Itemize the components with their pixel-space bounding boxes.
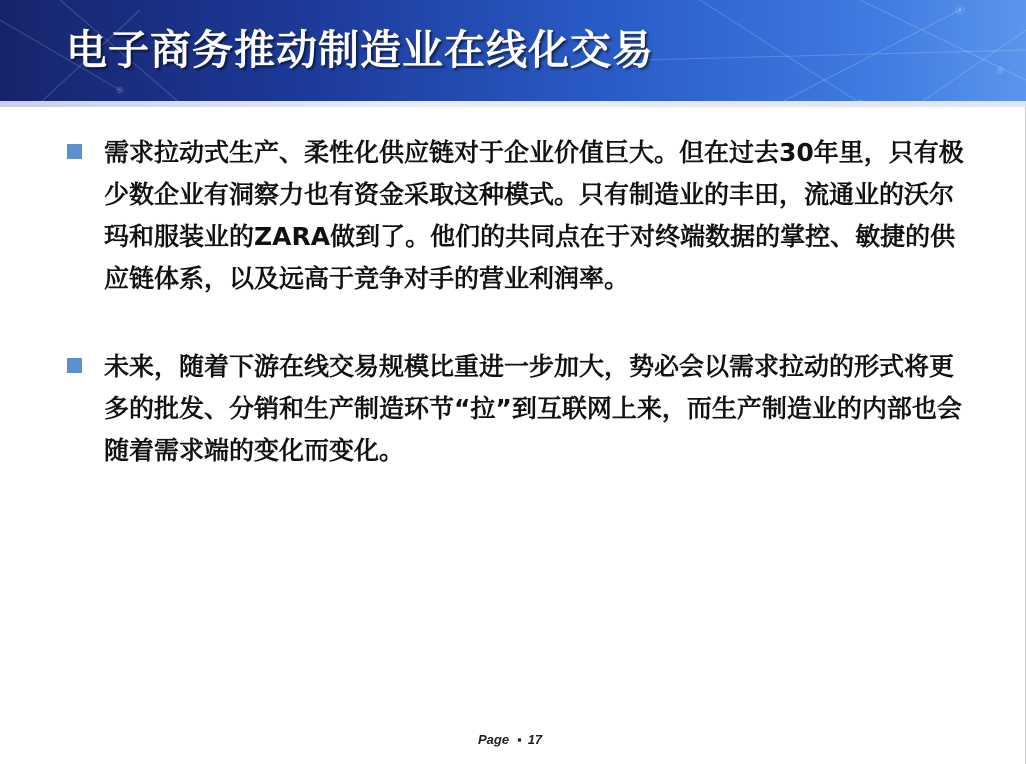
page-footer [478,732,542,747]
square-bullet-icon [67,358,82,373]
bullet-text: 未来，随着下游在线交易规模比重进一步加大，势必会以需求拉动的形式将更多的批发、分销和生产制造环节“拉”到互联网上来，而生产制造业的内部也会随着需求端的变化而变化。 [104,352,962,465]
slide-title: 电子商务推动制造业在线化交易 [66,26,654,74]
bullet-item [66,346,966,472]
header-divider [0,101,1026,107]
footer-separator: ▪ [517,732,522,747]
title-banner [0,0,1026,103]
bullet-item [66,132,966,300]
page-label: Page [478,732,510,747]
page-number: 17 [527,732,543,747]
bullet-text: 需求拉动式生产、柔性化供应链对于企业价值巨大。但在过去30年里，只有极少数企业有洞察力也有资金采取这种模式。只有制造业的丰田，流通业的沃尔玛和服装业的ZARA做到了。他们的共同点在于对终端数据的掌控、敏捷的供应链体系，以及远高于竞争对手的营业利润率。 [104,138,964,293]
square-bullet-icon [67,144,82,159]
bullet-list [66,132,966,472]
